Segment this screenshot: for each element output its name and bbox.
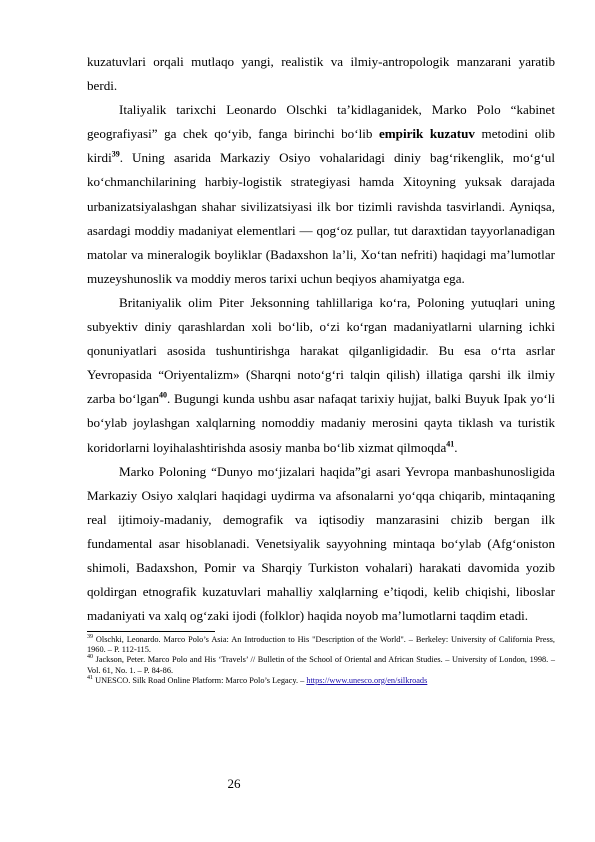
footnotes: [87, 635, 555, 685]
footnote-text: UNESCO. Silk Road Online Platform: Marco Polo’s Legacy. –: [93, 675, 307, 685]
paragraph: [87, 50, 555, 98]
paragraph-text: Italiyalik tarixchi Leonardo Olschki ta’kidlaganidek, Marko Polo “kabinet geografiyasi” ga chek qo‘yib, fanga birinchi bo‘lib: [87, 102, 555, 142]
footnote-number: 41: [87, 674, 93, 681]
paragraph-text: . Bugungi kunda ushbu asar nafaqat tarixiy hujjat, balki Buyuk Ipak yo‘li bo‘ylab joylashgan xalqlarning nomoddiy madaniy merosini qayta tiklash va turistik koridorlarni loyihalashtirishda asosiy manba bo‘lib xizmat qilmoqda: [87, 391, 555, 455]
footnote-text: Olschki, Leonardo. Marco Polo’s Asia: An Introduction to His "Description of the World". – Berkeley: University of California Press, 1960. – P. 112-115.: [87, 635, 555, 655]
footnote-link[interactable]: https://www.unesco.org/en/silkroads: [306, 675, 428, 685]
paragraph: [87, 291, 555, 460]
paragraph-text: metodini olib kirdi: [87, 126, 555, 166]
page-number: 26: [227, 776, 241, 791]
footnote-separator: [87, 631, 215, 632]
paragraph: [87, 460, 555, 629]
footnote-text: Jackson, Peter. Marco Polo and His ‘Travels’ // Bulletin of the School of Oriental and African Studies. – University of London, 1998. – Vol. 61, No. 1. – P. 84-86.: [87, 655, 555, 675]
body-text: [87, 50, 555, 628]
footnote: [87, 655, 555, 675]
paragraph-text: . Uning asarida Markaziy Osiyo vohalaridagi diniy bag‘rikenglik, mo‘g‘ul ko‘chmanchilarining harbiy-logistik strategiyasi hamda Xitoyning yuksak darajada urbanizatsiyalashgan shahar sivilizatsiyasi ilk bor tizimli ravishda tasvirlandi. Ayniqsa, asardagi moddiy madaniyat elementlari — qog‘oz pullar, tut daraxtidan tayyorlanadigan matolar va mineralogik boyliklar (Badaxshon la’li, Xo‘tan nefriti) haqidagi ma’lumotlar muzeyshunoslik va moddiy meros tarixi uchun beqiyos ahamiyatga ega.: [87, 150, 555, 286]
footnote-ref: 41: [446, 439, 455, 449]
footnote-ref: 40: [159, 390, 168, 400]
paragraph-text: kuzatuvlari orqali mutlaqo yangi, realistik va ilmiy-antropologik manzarani yaratib berdi.: [87, 54, 555, 94]
footnote: [87, 635, 555, 655]
footnote: [87, 676, 555, 686]
paragraph-text: Britaniyalik olim Piter Jeksonning tahlillariga ko‘ra, Poloning yutuqlari uning subyektiv diniy qarashlardan xoli bo‘lib, o‘zi ko‘rgan madaniyatlarni ularning ichki qonuniyatlari asosida tushuntirishga harakat qilganligidadir. Bu esa o‘rta asrlar Yevropasida “Oriyentalizm» (Sharqni noto‘g‘ri talqin qilish) illatiga qarshi ilk ilmiy zarba bo‘lgan: [87, 294, 555, 407]
footnote-ref: 39: [111, 150, 120, 160]
paragraph: [87, 98, 555, 291]
paragraph-text: Marko Poloning “Dunyo mo‘jizalari haqida”gi asari Yevropa manbashunosligida Markaziy Osiyo xalqlari haqidagi uydirma va afsonalarni yo‘qqa chiqarib, mintaqaning real ijtimoiy-madaniy, demografik va iqtisodiy manzarasini chizib bergan ilk fundamental asar hisoblanadi. Venetsiyalik sayyohning mintaqa bo‘ylab (Afg‘oniston shimoli, Badaxshon, Pomir va Sharqiy Turkiston vohalari) harakati davomida yozib qoldirgan etnografik kuzatuvlari mahalliy xalqlarning e’tiqodi, kelib chiqishi, liboslar madaniyati va xalq og‘zaki ijodi (folklor) haqida noyob ma’lumotlarni taqdim etadi.: [87, 463, 555, 624]
footnote-number: 39: [87, 634, 93, 641]
footnote-number: 40: [87, 654, 93, 661]
paragraph-text: .: [454, 439, 458, 455]
page-body: [87, 50, 555, 686]
emphasis-text: empirik kuzatuv: [378, 126, 475, 142]
